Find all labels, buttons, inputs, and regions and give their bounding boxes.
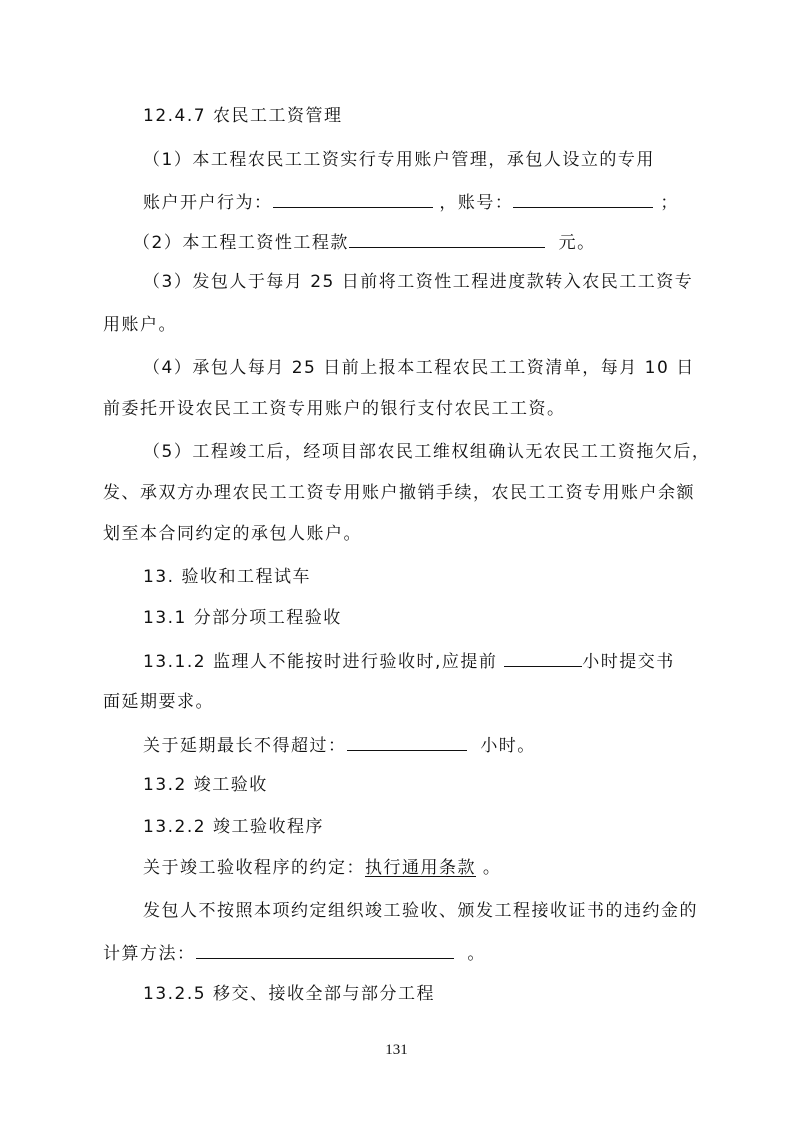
account-blank[interactable] bbox=[513, 189, 653, 208]
section-13-2-5-heading: 13.2.5 移交、接收全部与部分工程 bbox=[143, 984, 435, 1004]
notice-hours-blank[interactable] bbox=[504, 648, 582, 667]
procedure-agreement bbox=[143, 856, 501, 880]
item-4-line-2: 前委托开设农民工工资专用账户的银行支付农民工工资。 bbox=[103, 399, 566, 419]
item-2-label: （2）本工程工资性工程款 bbox=[133, 233, 349, 253]
section-number: 12.4.7 bbox=[143, 106, 207, 126]
penalty-label: 计算方法： bbox=[103, 944, 196, 964]
page-number: 131 bbox=[385, 1042, 408, 1058]
notice-label: 13.1.2 监理人不能按时进行验收时,应提前 bbox=[143, 652, 498, 672]
wage-amount-blank[interactable] bbox=[349, 229, 545, 248]
account-label: ，账号： bbox=[439, 193, 514, 213]
item-2 bbox=[133, 229, 596, 255]
procedure-period: 。 bbox=[482, 858, 502, 878]
bank-label: 账户开户行为： bbox=[143, 193, 273, 213]
delay-hours-blank[interactable] bbox=[347, 732, 467, 751]
section-13-heading: 13. 验收和工程试车 bbox=[143, 567, 311, 587]
section-13-2-2-heading: 13.2.2 竣工验收程序 bbox=[143, 817, 324, 837]
item-1-line-2 bbox=[143, 189, 679, 215]
item-4-line-1: （4）承包人每月 25 日前上报本工程农民工工资清单，每月 10 日 bbox=[143, 358, 695, 378]
item-3-line-2: 用账户。 bbox=[103, 315, 177, 335]
delay-limit bbox=[143, 732, 536, 758]
penalty-method-blank[interactable] bbox=[196, 940, 454, 959]
procedure-label: 关于竣工验收程序的约定： bbox=[143, 858, 365, 878]
section-13-2-heading: 13.2 竣工验收 bbox=[143, 775, 268, 795]
section-13-1-2-line-1 bbox=[143, 648, 675, 674]
section-13-1-2-line-2: 面延期要求。 bbox=[103, 692, 214, 712]
item-2-unit: 元。 bbox=[558, 233, 596, 253]
procedure-value: 执行通用条款 bbox=[365, 858, 476, 878]
item-5-line-2: 发、承双方办理农民工工资专用账户撤销手续，农民工工资专用账户余额 bbox=[103, 483, 695, 503]
item-3-line-1: （3）发包人于每月 25 日前将工资性工程进度款转入农民工工资专 bbox=[143, 272, 694, 292]
item-1-line-1: （1）本工程农民工工资实行专用账户管理，承包人设立的专用 bbox=[143, 150, 655, 170]
section-title: 农民工工资管理 bbox=[212, 106, 343, 126]
semicolon: ； bbox=[660, 193, 679, 213]
delay-unit: 小时。 bbox=[480, 736, 536, 756]
section-13-1-heading: 13.1 分部分项工程验收 bbox=[143, 608, 342, 628]
item-5-line-3: 划至本合同约定的承包人账户。 bbox=[103, 524, 362, 544]
delay-label: 关于延期最长不得超过： bbox=[143, 736, 347, 756]
bank-blank[interactable] bbox=[273, 189, 433, 208]
penalty-line-1: 发包人不按照本项约定组织竣工验收、颁发工程接收证书的违约金的 bbox=[143, 901, 698, 921]
penalty-period: 。 bbox=[467, 944, 486, 964]
penalty-line-2 bbox=[103, 940, 486, 966]
item-5-line-1: （5）工程竣工后，经项目部农民工维权组确认无农民工工资拖欠后， bbox=[143, 442, 711, 462]
notice-suffix: 小时提交书 bbox=[582, 652, 675, 672]
section-12-4-7-heading bbox=[143, 104, 342, 128]
